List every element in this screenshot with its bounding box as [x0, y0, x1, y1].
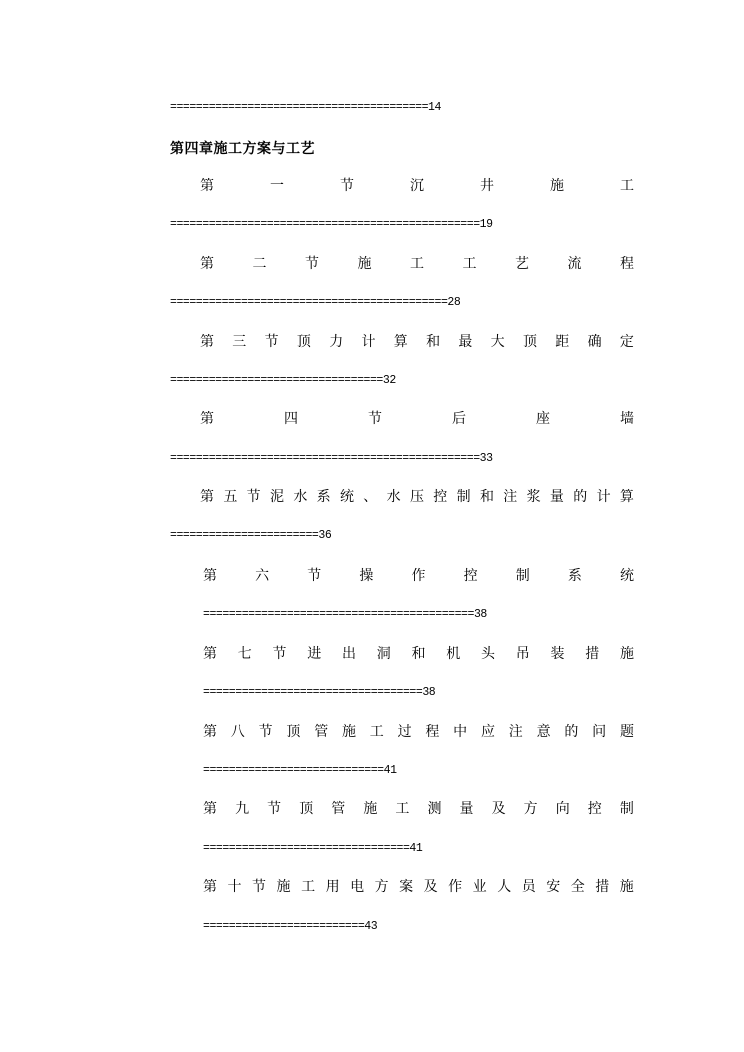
toc-title-char: 三: [232, 334, 247, 350]
toc-title-char: 程: [620, 256, 634, 272]
toc-title-char: 九: [235, 801, 250, 817]
toc-leader-line: ========================================14: [170, 101, 441, 114]
toc-title-char: 措: [595, 879, 610, 895]
toc-title-char: 流: [567, 256, 582, 272]
toc-title-char: 机: [446, 646, 461, 662]
toc-title-char: 节: [252, 879, 267, 895]
toc-entry-leader: =================================32: [170, 374, 396, 387]
toc-title-char: 工: [462, 256, 477, 272]
toc-title-char: 电: [350, 879, 365, 895]
toc-title-char: 案: [399, 879, 414, 895]
toc-entry-leader: =======================36: [170, 529, 332, 542]
toc-title-char: 问: [592, 724, 607, 740]
toc-title-char: 全: [570, 879, 585, 895]
toc-title-char: 浆: [526, 489, 541, 505]
toc-title-char: 作: [411, 568, 426, 584]
toc-title-char: 题: [619, 724, 634, 740]
toc-title-char: 艺: [515, 256, 529, 272]
toc-title-char: 算: [619, 489, 634, 505]
toc-entry-leader: ==========================================38: [203, 608, 487, 621]
toc-title-char: 节: [246, 489, 261, 505]
toc-title-char: 节: [368, 411, 382, 427]
toc-entry-leader: ================================================19: [170, 218, 493, 231]
toc-title-char: 八: [230, 724, 245, 740]
toc-title-char: 施: [363, 801, 378, 817]
toc-entry-title: [200, 333, 634, 351]
toc-title-char: 顶: [299, 801, 314, 817]
toc-title-char: 制: [619, 801, 634, 817]
toc-title-char: 注: [503, 489, 518, 505]
toc-title-char: 顶: [522, 334, 537, 350]
toc-entry-leader: ================================================33: [170, 452, 493, 465]
toc-title-char: 节: [272, 646, 287, 662]
toc-title-char: 过: [397, 724, 412, 740]
toc-entry-title: [200, 488, 634, 506]
toc-entry-title: [200, 410, 634, 428]
toc-title-char: 制: [456, 489, 471, 505]
toc-title-char: 大: [490, 334, 505, 350]
toc-title-char: 定: [619, 334, 634, 350]
toc-title-char: 控: [587, 801, 602, 817]
toc-title-char: 及: [491, 801, 506, 817]
toc-title-char: 节: [264, 334, 279, 350]
toc-title-char: 、: [363, 489, 378, 505]
toc-title-char: 施: [341, 724, 356, 740]
toc-title-char: 应: [480, 724, 495, 740]
toc-title-char: 四: [284, 411, 298, 427]
toc-entry-leader: ==================================38: [203, 686, 436, 699]
toc-title-char: 头: [481, 646, 495, 662]
toc-title-char: 二: [252, 256, 267, 272]
toc-title-char: 控: [433, 489, 448, 505]
toc-title-char: 六: [255, 568, 270, 584]
toc-title-char: 措: [585, 646, 600, 662]
toc-title-char: 节: [267, 801, 282, 817]
toc-entry-title: [203, 878, 634, 896]
toc-title-char: 和: [411, 646, 426, 662]
toc-title-char: 力: [329, 334, 344, 350]
toc-entry-title: [200, 255, 634, 273]
toc-title-char: 第: [200, 334, 214, 350]
toc-title-char: 沉: [410, 178, 424, 194]
toc-title-char: 最: [458, 334, 473, 350]
toc-title-char: 用: [325, 879, 340, 895]
toc-title-char: 施: [619, 879, 634, 895]
toc-title-char: 操: [359, 568, 374, 584]
toc-title-char: 和: [479, 489, 494, 505]
toc-title-char: 第: [200, 256, 214, 272]
toc-title-char: 统: [620, 568, 634, 584]
toc-title-char: 算: [393, 334, 408, 350]
toc-title-char: 施: [276, 879, 291, 895]
toc-title-char: 制: [515, 568, 530, 584]
toc-title-char: 计: [596, 489, 611, 505]
toc-entry-title: [203, 645, 634, 663]
toc-title-char: 工: [395, 801, 410, 817]
toc-title-char: 节: [340, 178, 354, 194]
toc-title-char: 第: [200, 489, 214, 505]
toc-title-char: 节: [258, 724, 273, 740]
toc-entry-title: [200, 177, 634, 195]
toc-entry-leader: =========================43: [203, 920, 378, 933]
toc-title-char: 量: [459, 801, 474, 817]
toc-title-char: 业: [472, 879, 487, 895]
toc-entry-title: [203, 723, 634, 741]
toc-title-char: 一: [270, 178, 284, 194]
toc-title-char: 方: [374, 879, 389, 895]
toc-title-char: 测: [427, 801, 442, 817]
toc-title-char: 系: [316, 489, 331, 505]
toc-title-char: 洞: [376, 646, 391, 662]
toc-title-char: 距: [555, 334, 570, 350]
toc-title-char: 出: [342, 646, 356, 662]
toc-title-char: 七: [237, 646, 252, 662]
toc-title-char: 向: [555, 801, 570, 817]
toc-title-char: 意: [536, 724, 551, 740]
toc-title-char: 统: [339, 489, 354, 505]
toc-title-char: 管: [314, 724, 329, 740]
toc-title-char: 第: [203, 879, 217, 895]
toc-title-char: 和: [426, 334, 441, 350]
toc-title-char: 节: [305, 256, 319, 272]
toc-title-char: 系: [567, 568, 582, 584]
toc-title-char: 控: [463, 568, 478, 584]
toc-title-char: 装: [550, 646, 565, 662]
toc-title-char: 方: [523, 801, 538, 817]
toc-title-char: 座: [536, 411, 550, 427]
toc-title-char: 压: [409, 489, 424, 505]
toc-title-char: 施: [357, 256, 372, 272]
toc-title-char: 量: [549, 489, 564, 505]
toc-title-char: 工: [410, 256, 424, 272]
toc-title-char: 确: [587, 334, 602, 350]
toc-title-char: 计: [361, 334, 376, 350]
toc-entry-leader: ============================41: [203, 764, 397, 777]
toc-title-char: 管: [331, 801, 346, 817]
toc-title-char: 泥: [269, 489, 284, 505]
toc-title-char: 施: [550, 178, 564, 194]
toc-title-char: 第: [203, 568, 217, 584]
toc-entry-title: [203, 800, 634, 818]
toc-title-char: 第: [203, 646, 217, 662]
toc-title-char: 顶: [286, 724, 301, 740]
toc-title-char: 顶: [296, 334, 311, 350]
toc-entry-leader: ===========================================28: [170, 296, 461, 309]
toc-title-char: 进: [307, 646, 322, 662]
toc-title-char: 员: [521, 879, 536, 895]
toc-title-char: 水: [293, 489, 308, 505]
toc-title-char: 中: [453, 724, 468, 740]
toc-title-char: 吊: [515, 646, 530, 662]
toc-title-char: 作: [448, 879, 463, 895]
toc-title-char: 工: [620, 178, 634, 194]
toc-title-char: 程: [425, 724, 440, 740]
toc-title-char: 及: [423, 879, 438, 895]
toc-entry-leader: ================================41: [203, 842, 423, 855]
chapter-title: 第四章施工方案与工艺: [170, 141, 315, 157]
toc-title-char: 注: [508, 724, 523, 740]
toc-title-char: 安: [546, 879, 561, 895]
toc-title-char: 工: [369, 724, 384, 740]
toc-title-char: 十: [227, 879, 242, 895]
toc-title-char: 工: [301, 879, 316, 895]
toc-title-char: 后: [452, 411, 466, 427]
toc-title-char: 五: [223, 489, 238, 505]
toc-title-char: 第: [200, 178, 214, 194]
toc-title-char: 井: [480, 178, 494, 194]
toc-title-char: 第: [200, 411, 214, 427]
toc-title-char: 人: [497, 879, 512, 895]
toc-entry-title: [203, 567, 634, 585]
toc-title-char: 的: [564, 724, 579, 740]
toc-title-char: 墙: [620, 411, 634, 427]
toc-title-char: 第: [203, 724, 217, 740]
toc-title-char: 第: [203, 801, 217, 817]
toc-title-char: 的: [573, 489, 588, 505]
toc-title-char: 节: [307, 568, 322, 584]
toc-title-char: 水: [386, 489, 401, 505]
toc-title-char: 施: [620, 646, 634, 662]
